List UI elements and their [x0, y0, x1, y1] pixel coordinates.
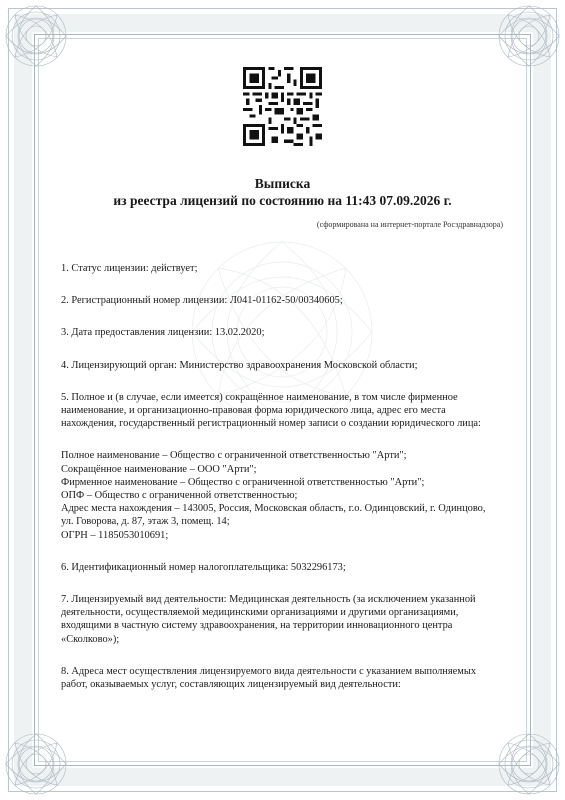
entity-details	[61, 449, 511, 541]
text-line: входящими в частную систему здравоохранения, на территории инновационного центра	[61, 620, 453, 632]
text-line: ОГРН – 1185053010691;	[61, 529, 169, 541]
text-line: Фирменное наименование – Общество с ограниченной ответственностью "Арти";	[61, 476, 425, 488]
item-registration-number: 2. Регистрационный номер лицензии: Л041-01162-50/00340605;	[61, 295, 343, 307]
title-line: Выписка	[254, 176, 311, 191]
corner-rosette-icon	[0, 714, 86, 800]
document-body	[61, 262, 511, 691]
item-licensed-activity	[61, 593, 511, 646]
corner-rosette-icon	[479, 714, 565, 800]
document-title	[60, 175, 505, 209]
qr-code-icon	[243, 67, 322, 146]
text-line: деятельности, осуществляемой медицинскими организациями и другими организациями,	[61, 607, 459, 619]
text-line: ул. Говорова, д. 87, этаж 3, помещ. 14;	[61, 516, 230, 528]
text-line: нахождения, государственный регистрационный номер записи о создании юридического лица:	[61, 418, 481, 430]
text-line: Полное наименование – Общество с ограниченной ответственностью "Арти";	[61, 450, 407, 462]
corner-rosette-icon	[479, 0, 565, 86]
text-line: 7. Лицензируемый вид деятельности: Медицинская деятельность (за исключением указанной	[61, 594, 476, 606]
title-subline: из реестра лицензий по состоянию на 11:43 07.09.2026 г.	[113, 193, 452, 208]
text-line: 5. Полное и (в случае, если имеется) сокращённое наименование, в том числе фирменное	[61, 391, 458, 403]
text-line: Сокращённое наименование – ООО "Арти";	[61, 463, 257, 475]
text-line: Адрес места нахождения – 143005, Россия, Московская область, г.о. Одинцовский, г. Одинцово,	[61, 503, 486, 515]
text-line: 8. Адреса мест осуществления лицензируемого вида деятельности с указанием выполняемых	[61, 665, 477, 677]
item-license-status: 1. Статус лицензии: действует;	[61, 263, 198, 274]
item-licensing-authority: 4. Лицензирующий орган: Министерство здравоохранения Московской области;	[61, 359, 418, 371]
item-issue-date: 3. Дата предоставления лицензии: 13.02.2020;	[61, 327, 265, 339]
source-note: (сформирована на интернет-портале Росздравнадзора)	[316, 220, 503, 229]
corner-rosette-icon	[0, 0, 86, 86]
item-entity-names	[61, 391, 511, 431]
text-line: «Сколково»);	[61, 633, 120, 645]
item-activity-addresses	[61, 665, 511, 691]
text-line: ОПФ – Общество с ограниченной ответственностью;	[61, 490, 298, 502]
item-taxpayer-id: 6. Идентификационный номер налогоплательщика: 5032296173;	[61, 561, 346, 573]
text-line: наименование, и организационно-правовая форма юридического лица, адрес его места	[61, 405, 446, 417]
text-line: работ, оказываемых услуг, составляющих лицензируемый вид деятельности:	[61, 679, 401, 691]
